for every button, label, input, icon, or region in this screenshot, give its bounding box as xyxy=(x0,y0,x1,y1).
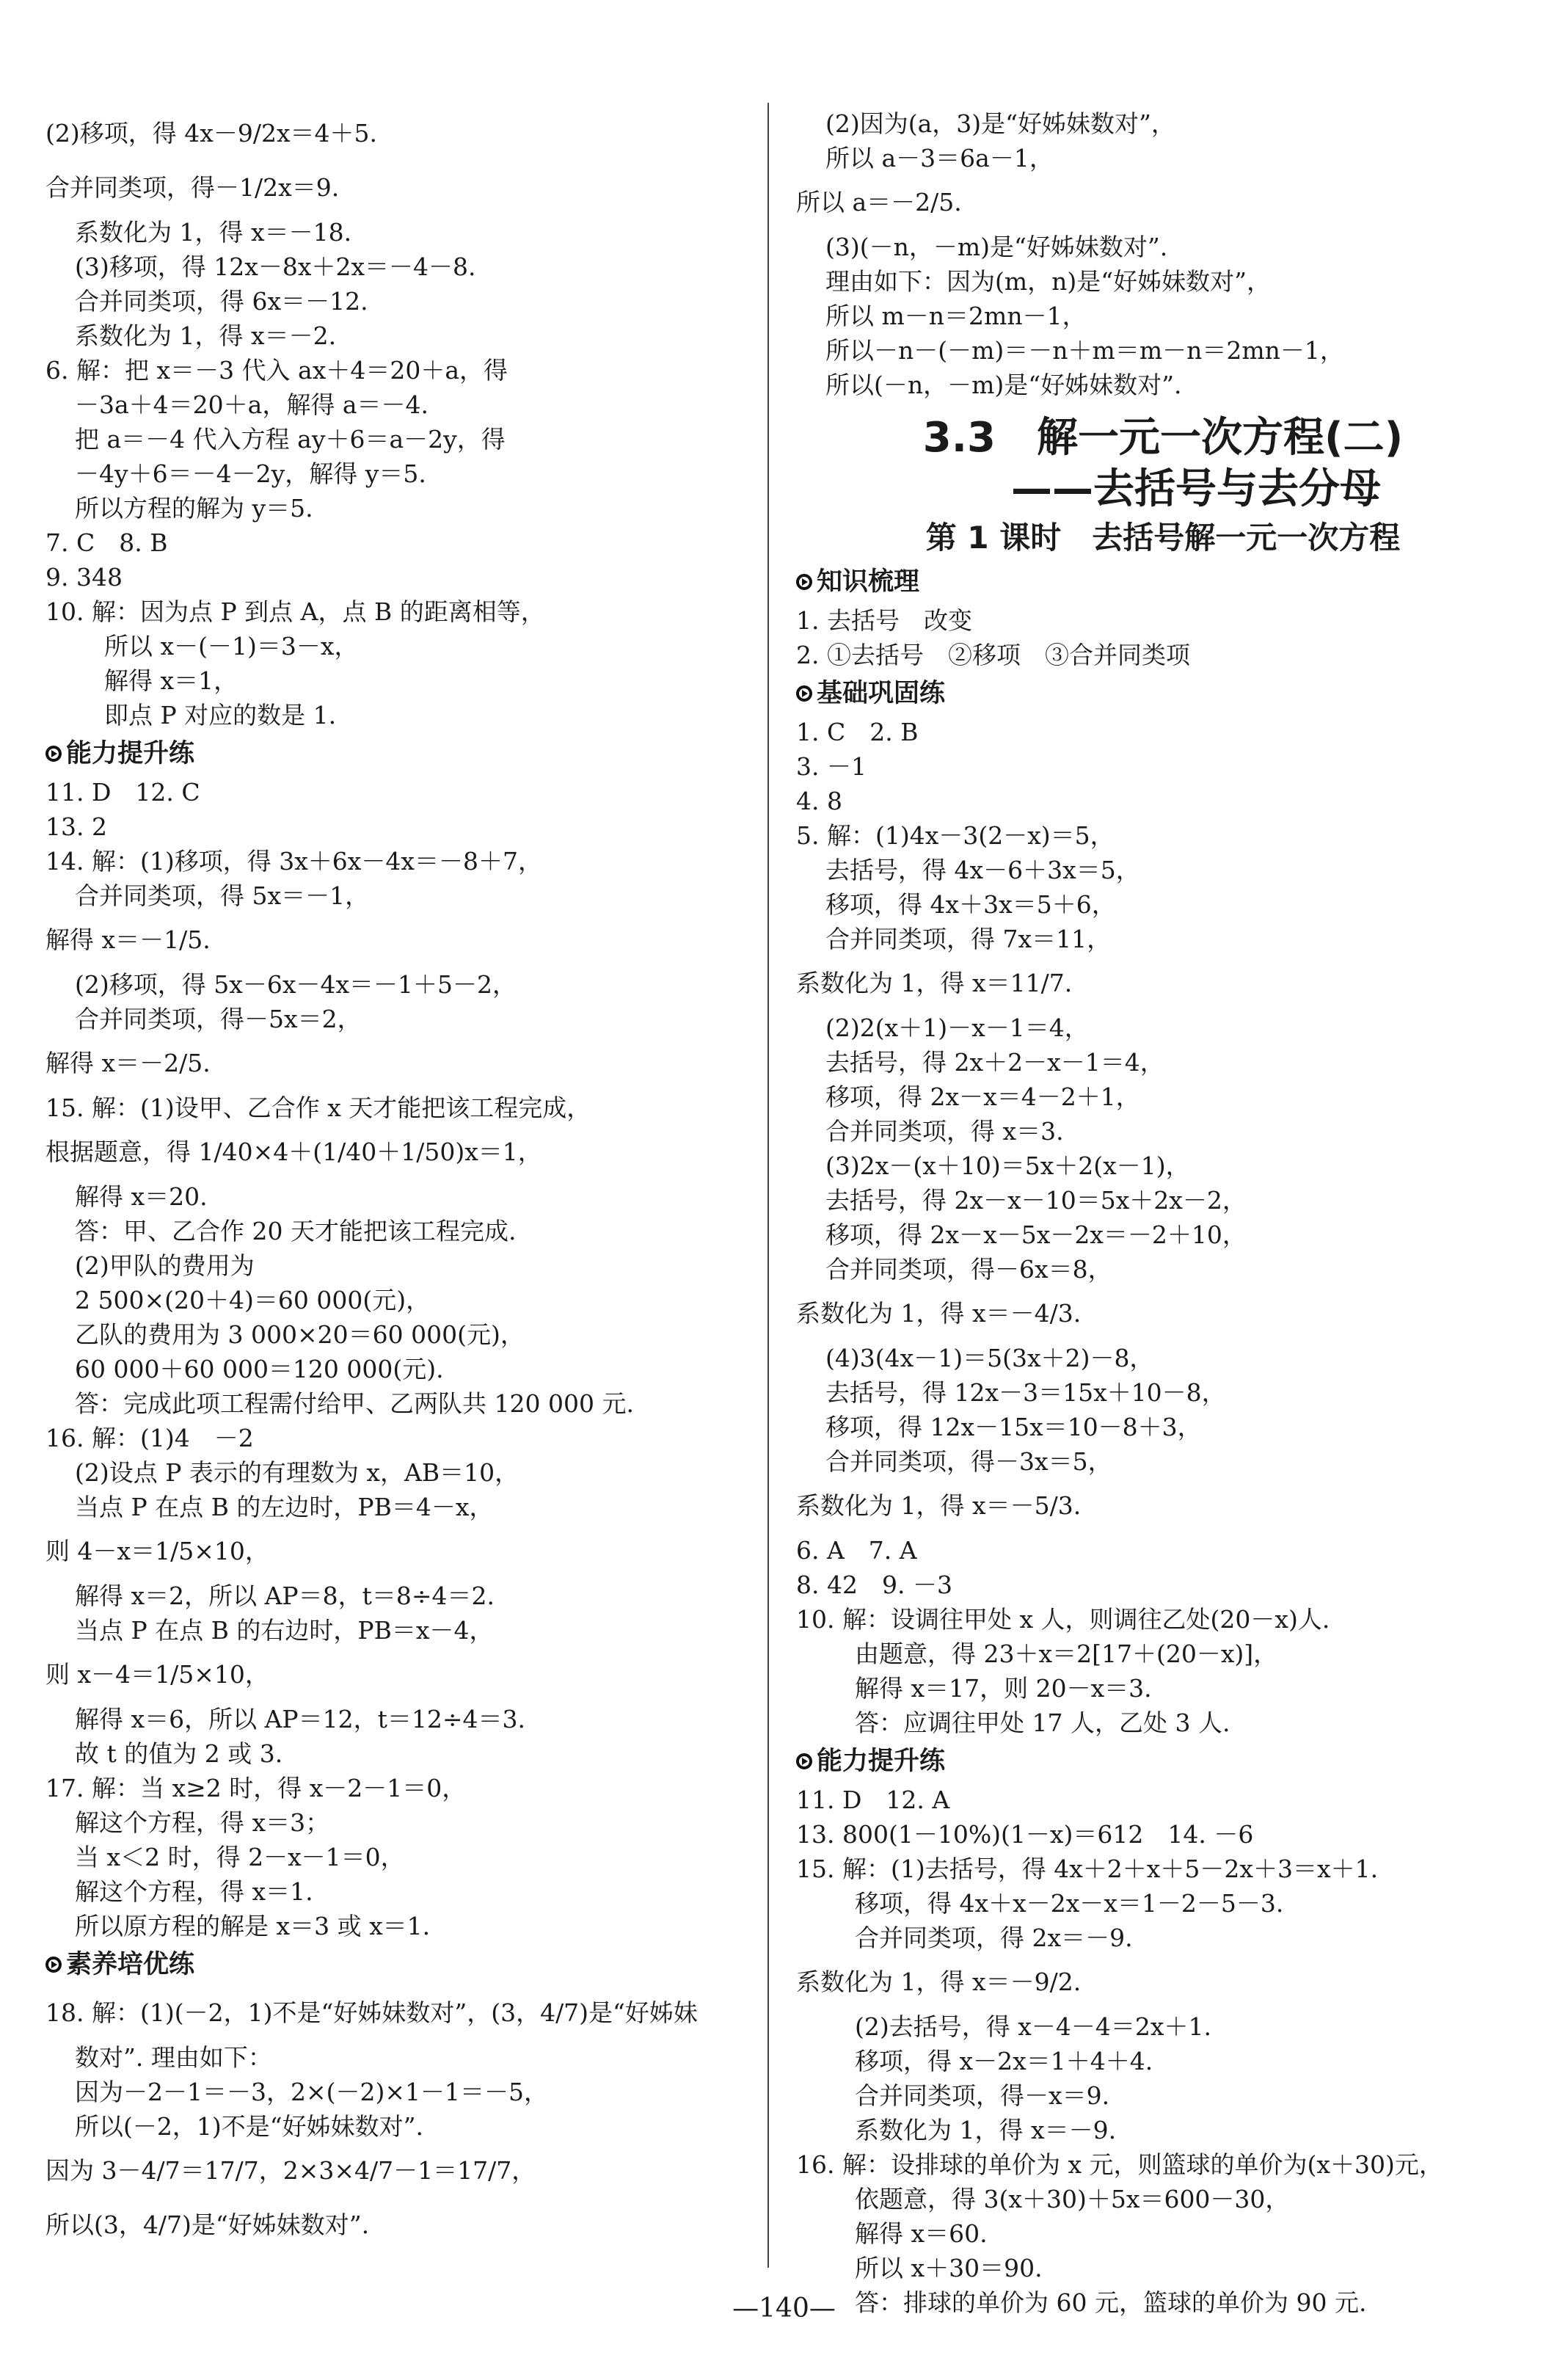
answer-line: 解得 x＝20. xyxy=(75,1182,208,1211)
answer-line: 所以原方程的解是 x＝3 或 x＝1. xyxy=(75,1912,431,1940)
answer-line: 系数化为 1，得 x＝－4/3. xyxy=(796,1299,1082,1328)
section-label xyxy=(796,1743,1530,1780)
answer-line: 移项，得 2x－x＝4－2＋1， xyxy=(825,1082,1140,1111)
answer-line: 所以(3，4/7)是“好姊妹数对”. xyxy=(45,2210,370,2239)
answer-line: 14. 解：(1)移项，得 3x＋6x－4x＝－8＋7， xyxy=(45,847,543,876)
answer-line: 15. 解：(1)去括号，得 4x＋2＋x＋5－2x＋3＝x＋1. xyxy=(796,1855,1379,1883)
answer-line: 合并同类项，得－6x＝8， xyxy=(825,1255,1112,1284)
answer-line: 乙队的费用为 3 000×20＝60 000(元)， xyxy=(75,1320,525,1349)
answer-line: 去括号，得 12x－3＝15x＋10－8， xyxy=(825,1378,1226,1407)
play-circle-icon xyxy=(796,1753,812,1769)
answer-line: 答：应调往甲处 17 人，乙处 3 人. xyxy=(855,1708,1230,1737)
play-circle-icon xyxy=(796,685,812,702)
answer-line: 解得 x＝－1/5. xyxy=(45,925,211,954)
answer-line: 解得 x＝1， xyxy=(104,666,238,695)
answer-line: 所以方程的解为 y＝5. xyxy=(75,494,313,523)
answer-line: －3a＋4＝20＋a，解得 a＝－4. xyxy=(75,390,429,419)
answer-line: 合并同类项，得 7x＝11， xyxy=(825,925,1112,953)
answer-line: 合并同类项，得－x＝9. xyxy=(855,2081,1110,2110)
answer-line: 系数化为 1，得 x＝－5/3. xyxy=(796,1491,1082,1520)
answer-line: (2)因为(a，3)是“好姊妹数对”， xyxy=(825,109,1175,138)
answer-line: 所以 m－n＝2mn－1， xyxy=(825,302,1087,330)
answer-line: (2)去括号，得 x－4－4＝2x＋1. xyxy=(855,2012,1211,2041)
answer-line: 因为 3－4/7＝17/7，2×3×4/7－1＝17/7， xyxy=(45,2156,536,2185)
answer-line: 3. －1 xyxy=(796,752,867,781)
section-label xyxy=(796,675,1530,712)
section-label xyxy=(45,735,750,772)
section-label-text: 知识梳理 xyxy=(817,567,920,597)
answer-line: 系数化为 1，得 x＝－9/2. xyxy=(796,1968,1082,1996)
answer-line: 13. 2 xyxy=(45,812,107,841)
answer-line: 合并同类项，得 x＝3. xyxy=(825,1117,1064,1146)
play-circle-icon xyxy=(45,1957,62,1973)
answer-line: 答：排球的单价为 60 元，篮球的单价为 90 元. xyxy=(855,2288,1367,2317)
answer-line: 17. 解：当 x≥2 时，得 x－2－1＝0， xyxy=(45,1774,467,1802)
answer-line: 16. 解：(1)4 －2 xyxy=(45,1424,254,1452)
answer-line: 合并同类项，得 6x＝－12. xyxy=(75,287,368,316)
answer-line: 则 4－x＝1/5×10， xyxy=(45,1537,269,1565)
answer-line: 理由如下：因为(m，n)是“好姊妹数对”， xyxy=(825,267,1272,296)
answer-line: 解这个方程，得 x＝1. xyxy=(75,1877,313,1906)
section-subheading: ——去括号与去分母 xyxy=(1011,465,1381,513)
answer-line: (2)移项，得 5x－6x－4x＝－1＋5－2， xyxy=(75,970,517,999)
answer-line: 所以(－n，－m)是“好姊妹数对”. xyxy=(825,371,1182,399)
section-label xyxy=(796,564,1530,600)
answer-line: (2)移项，得 4x－9/2x＝4＋5. xyxy=(45,119,378,148)
answer-line: 60 000＋60 000＝120 000(元). xyxy=(75,1355,444,1383)
answer-line: 解得 x＝2，所以 AP＝8，t＝8÷4＝2. xyxy=(75,1582,495,1610)
answer-line: 根据题意，得 1/40×4＋(1/40＋1/50)x＝1， xyxy=(45,1138,542,1166)
answer-line: 16. 解：设排球的单价为 x 元，则篮球的单价为(x＋30)元， xyxy=(796,2150,1443,2179)
answer-line: 解得 x＝6，所以 AP＝12，t＝12÷4＝3. xyxy=(75,1705,525,1733)
answer-line: 系数化为 1，得 x＝－2. xyxy=(75,321,337,350)
answer-line: 1. C 2. B xyxy=(796,718,919,746)
answer-line: 因为－2－1＝－3，2×(－2)×1－1＝－5， xyxy=(75,2078,549,2106)
answer-line: 合并同类项，得－3x＝5， xyxy=(825,1447,1112,1476)
answer-line: 解得 x＝60. xyxy=(855,2219,988,2248)
answer-line: 当点 P 在点 B 的左边时，PB＝4－x， xyxy=(75,1493,494,1521)
section-label-text: 素养培优练 xyxy=(66,1950,195,1979)
answer-line: 2. ①去括号 ②移项 ③合并同类项 xyxy=(796,641,1190,669)
answer-line: (3)(－n，－m)是“好姊妹数对”. xyxy=(825,233,1168,261)
play-circle-icon xyxy=(45,746,62,762)
answer-line: (3)2x－(x＋10)＝5x＋2(x－1)， xyxy=(825,1151,1190,1180)
answer-line: 6. 解：把 x＝－3 代入 ax＋4＝20＋a，得 xyxy=(45,356,508,385)
answer-line: 移项，得 4x＋x－2x－x＝1－2－5－3. xyxy=(855,1889,1284,1918)
answer-line: 去括号，得 2x＋2－x－1＝4， xyxy=(825,1048,1164,1077)
answer-line: 13. 800(1－10%)(1－x)＝612 14. －6 xyxy=(796,1820,1254,1849)
answer-line: 解这个方程，得 x＝3； xyxy=(75,1808,330,1837)
answer-line: 系数化为 1，得 x＝－18. xyxy=(75,218,352,247)
answer-line: 移项，得 12x－15x＝10－8＋3， xyxy=(825,1413,1202,1441)
section-label xyxy=(45,1946,750,1983)
answer-line: 系数化为 1，得 x＝－9. xyxy=(855,2116,1117,2144)
answer-line: 18. 解：(1)(－2，1)不是“好姊妹数对”，(3，4/7)是“好姊妹 xyxy=(45,1998,698,2027)
answer-line: 6. A 7. A xyxy=(796,1536,917,1565)
section-label-text: 基础巩固练 xyxy=(817,679,946,708)
answer-line: 合并同类项，得 2x＝－9. xyxy=(855,1924,1133,1952)
answer-line: (3)移项，得 12x－8x＋2x＝－4－8. xyxy=(75,252,476,281)
answer-line: 9. 348 xyxy=(45,563,123,592)
answer-line: 解得 x＝17，则 20－x＝3. xyxy=(855,1674,1152,1703)
answer-line: 移项，得 x－2x＝1＋4＋4. xyxy=(855,2047,1153,2075)
answer-line: 11. D 12. A xyxy=(796,1786,950,1814)
answer-line: 即点 P 对应的数是 1. xyxy=(104,701,337,729)
play-circle-icon xyxy=(796,574,812,590)
answer-line: 依题意，得 3(x＋30)＋5x＝600－30， xyxy=(855,2185,1290,2213)
answer-line: 10. 解：因为点 P 到点 A，点 B 的距离相等， xyxy=(45,597,545,626)
right-column-answers xyxy=(796,564,1530,2320)
answer-line: 故 t 的值为 2 或 3. xyxy=(75,1739,283,1768)
answer-line: 所以(－2，1)不是“好姊妹数对”. xyxy=(75,2112,423,2141)
answer-line: 所以 a＝－2/5. xyxy=(796,188,962,216)
answer-line: 答：完成此项工程需付给甲、乙两队共 120 000 元. xyxy=(75,1389,634,1418)
answer-line: 则 x－4＝1/5×10， xyxy=(45,1660,269,1689)
answer-line: 合并同类项，得－5x＝2， xyxy=(75,1005,362,1033)
right-column-continued-answers xyxy=(796,106,1530,402)
answer-line: 系数化为 1，得 x＝11/7. xyxy=(796,969,1073,997)
answer-line: 5. 解：(1)4x－3(2－x)＝5， xyxy=(796,821,1115,850)
answer-line: 由题意，得 23＋x＝2[17＋(20－x)]， xyxy=(855,1640,1278,1668)
answer-line: 7. C 8. B xyxy=(45,528,168,557)
section-label-text: 能力提升练 xyxy=(66,739,195,768)
answer-line: 11. D 12. C xyxy=(45,778,200,807)
answer-line: 15. 解：(1)设甲、乙合作 x 天才能把该工程完成， xyxy=(45,1093,591,1122)
column-divider xyxy=(767,103,769,2268)
answer-line: 8. 42 9. －3 xyxy=(796,1571,952,1599)
answer-line: 答：甲、乙合作 20 天才能把该工程完成. xyxy=(75,1217,517,1245)
answer-line: 合并同类项，得－1/2x＝9. xyxy=(45,173,340,202)
section-heading: 3.3 解一元一次方程(二) xyxy=(922,414,1404,462)
right-column xyxy=(796,106,1530,2320)
answer-line: 去括号，得 4x－6＋3x＝5， xyxy=(825,856,1140,884)
answer-line: (2)2(x＋1)－x－1＝4， xyxy=(825,1013,1089,1042)
answer-line: 移项，得 4x＋3x＝5＋6， xyxy=(825,890,1116,919)
answer-line: (2)甲队的费用为 xyxy=(75,1251,255,1280)
answer-line: 把 a＝－4 代入方程 ay＋6＝a－2y，得 xyxy=(75,425,506,454)
answer-line: (2)设点 P 表示的有理数为 x，AB＝10， xyxy=(75,1458,519,1487)
answer-line: 数对”. 理由如下： xyxy=(75,2043,272,2072)
answer-line: 所以 a－3＝6a－1， xyxy=(825,144,1054,172)
answer-line: 移项，得 2x－x－5x－2x＝－2＋10， xyxy=(825,1220,1247,1249)
answer-line: (4)3(4x－1)＝5(3x＋2)－8， xyxy=(825,1344,1154,1372)
answer-line: 2 500×(20＋4)＝60 000(元)， xyxy=(75,1286,431,1314)
answer-line: 当 x＜2 时，得 2－x－1＝0， xyxy=(75,1843,405,1871)
answer-line: 所以 x＋30＝90. xyxy=(855,2254,1043,2282)
section-label-text: 能力提升练 xyxy=(817,1747,946,1776)
answer-line: 所以－n－(－m)＝－n＋m＝m－n＝2mn－1， xyxy=(825,336,1344,365)
answer-line: 当点 P 在点 B 的右边时，PB＝x－4， xyxy=(75,1616,494,1645)
answer-line: 合并同类项，得 5x＝－1， xyxy=(75,881,370,910)
answer-line: 所以 x－(－1)＝3－x， xyxy=(104,632,359,660)
lesson-heading: 第 1 课时 去括号解一元一次方程 xyxy=(925,520,1401,556)
answer-line: 1. 去括号 改变 xyxy=(796,606,972,635)
answer-line: 10. 解：设调往甲处 x 人，则调往乙处(20－x)人. xyxy=(796,1605,1330,1634)
page-number: —140— xyxy=(732,2293,836,2323)
answer-line: 4. 8 xyxy=(796,787,842,815)
left-column xyxy=(45,106,750,2252)
answer-line: 解得 x＝－2/5. xyxy=(45,1049,211,1077)
answer-line: －4y＋6＝－4－2y，解得 y＝5. xyxy=(75,459,426,488)
answer-line: 去括号，得 2x－x－10＝5x＋2x－2， xyxy=(825,1186,1247,1215)
